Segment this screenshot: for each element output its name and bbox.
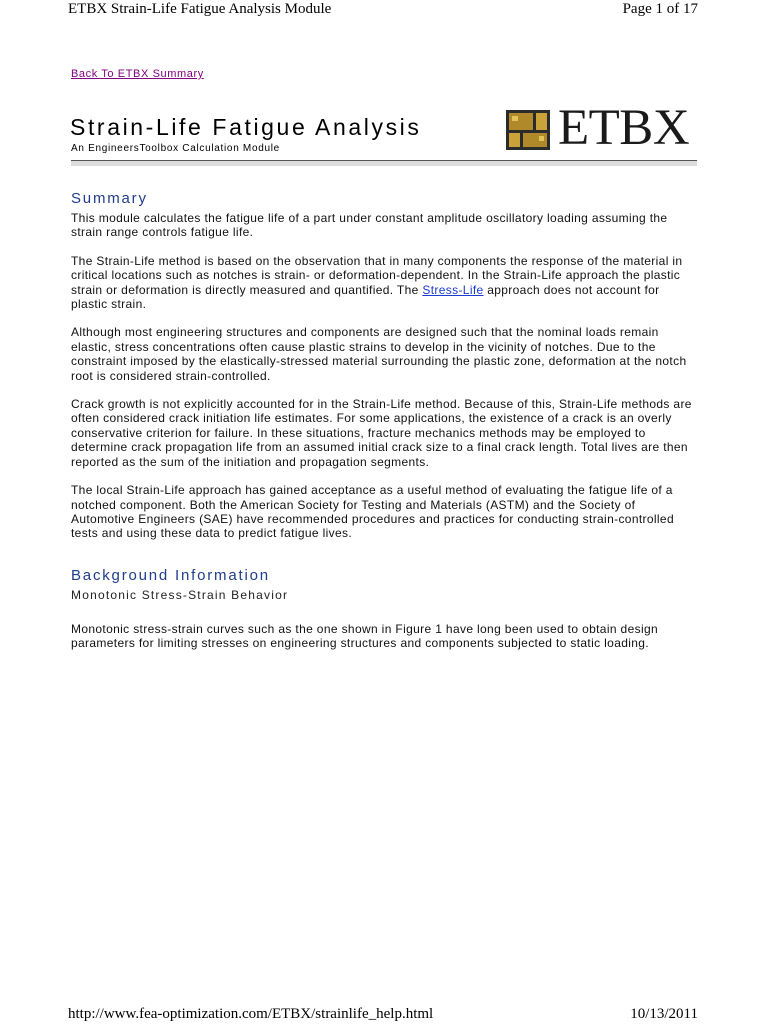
etbx-logo	[506, 100, 698, 156]
back-to-summary-link[interactable]: Back To ETBX Summary	[71, 68, 204, 80]
summary-paragraph-1: This module calculates the fatigue life of a part under constant amplitude oscillatory loading assuming the strain range controls fatigue life.	[71, 211, 668, 240]
print-header-title: ETBX Strain-Life Fatigue Analysis Module	[68, 1, 332, 17]
print-footer-url: http://www.fea-optimization.com/ETBX/strainlife_help.html	[68, 1006, 434, 1022]
page-title: Strain-Life Fatigue Analysis	[70, 114, 422, 140]
etbx-logo-mark-icon	[506, 110, 550, 150]
summary-paragraph-3: Although most engineering structures and components are designed such that the nominal loads remain elastic, stress concentrations often cause plastic strains to develop in the vicinity of notches. Due to the constraint imposed by the elastically-stressed material surrounding the plastic zone, deformation at the notch root is considered strain-controlled.	[71, 325, 687, 383]
summary-paragraph-4: Crack growth is not explicitly accounted for in the Strain-Life method. Because of this, Strain-Life methods are often considered crack initiation life estimates. For some applications, the existence of a crack is an overly conservative criterion for failure. In these situations, fracture mechanics methods may be employed to determine crack propagation life from an assumed initial crack size to a final crack length. Total lives are then reported as the sum of the initiation and propagation segments.	[71, 397, 692, 469]
print-footer-date: 10/13/2011	[630, 1006, 698, 1022]
background-subheading: Monotonic Stress-Strain Behavior	[71, 587, 289, 602]
page-content	[71, 64, 697, 665]
page-header	[71, 82, 697, 164]
background-heading: Background Information	[71, 566, 270, 584]
print-footer	[68, 1005, 698, 1023]
summary-heading: Summary	[71, 190, 148, 207]
print-page-number: Page 1 of 17	[622, 1, 698, 17]
page-subtitle: An EngineersToolbox Calculation Module	[71, 143, 280, 154]
background-paragraph-1: Monotonic stress-strain curves such as the one shown in Figure 1 have long been used to obtain design parameters for limiting stresses on engineering structures and components subjected to static loading.	[71, 621, 659, 651]
summary-paragraph-2-text-b: approach does not account for plastic strain.	[71, 282, 660, 312]
summary-paragraph-2-text-a: The Strain-Life method is based on the observation that in many components the response of the material in critical locations such as notches is strain- or deformation-dependent. In the Strain-Life approach the plastic strain or deformation is directly measured and quantified. The	[71, 253, 683, 297]
etbx-logo-text: ETBX	[558, 100, 690, 156]
stress-life-link[interactable]: Stress-Life	[422, 282, 484, 297]
summary-paragraph-5: The local Strain-Life approach has gained acceptance as a useful method of evaluating the fatigue life of a notched component. Both the American Society for Testing and Materials (ASTM) and the Society of Automotive Engineers (SAE) have recommended procedures and practices for conducting strain-controlled tests and using these data to predict fatigue lives.	[71, 483, 674, 541]
header-divider	[71, 160, 697, 166]
summary-paragraph-2	[71, 254, 697, 312]
print-header	[68, 0, 698, 22]
